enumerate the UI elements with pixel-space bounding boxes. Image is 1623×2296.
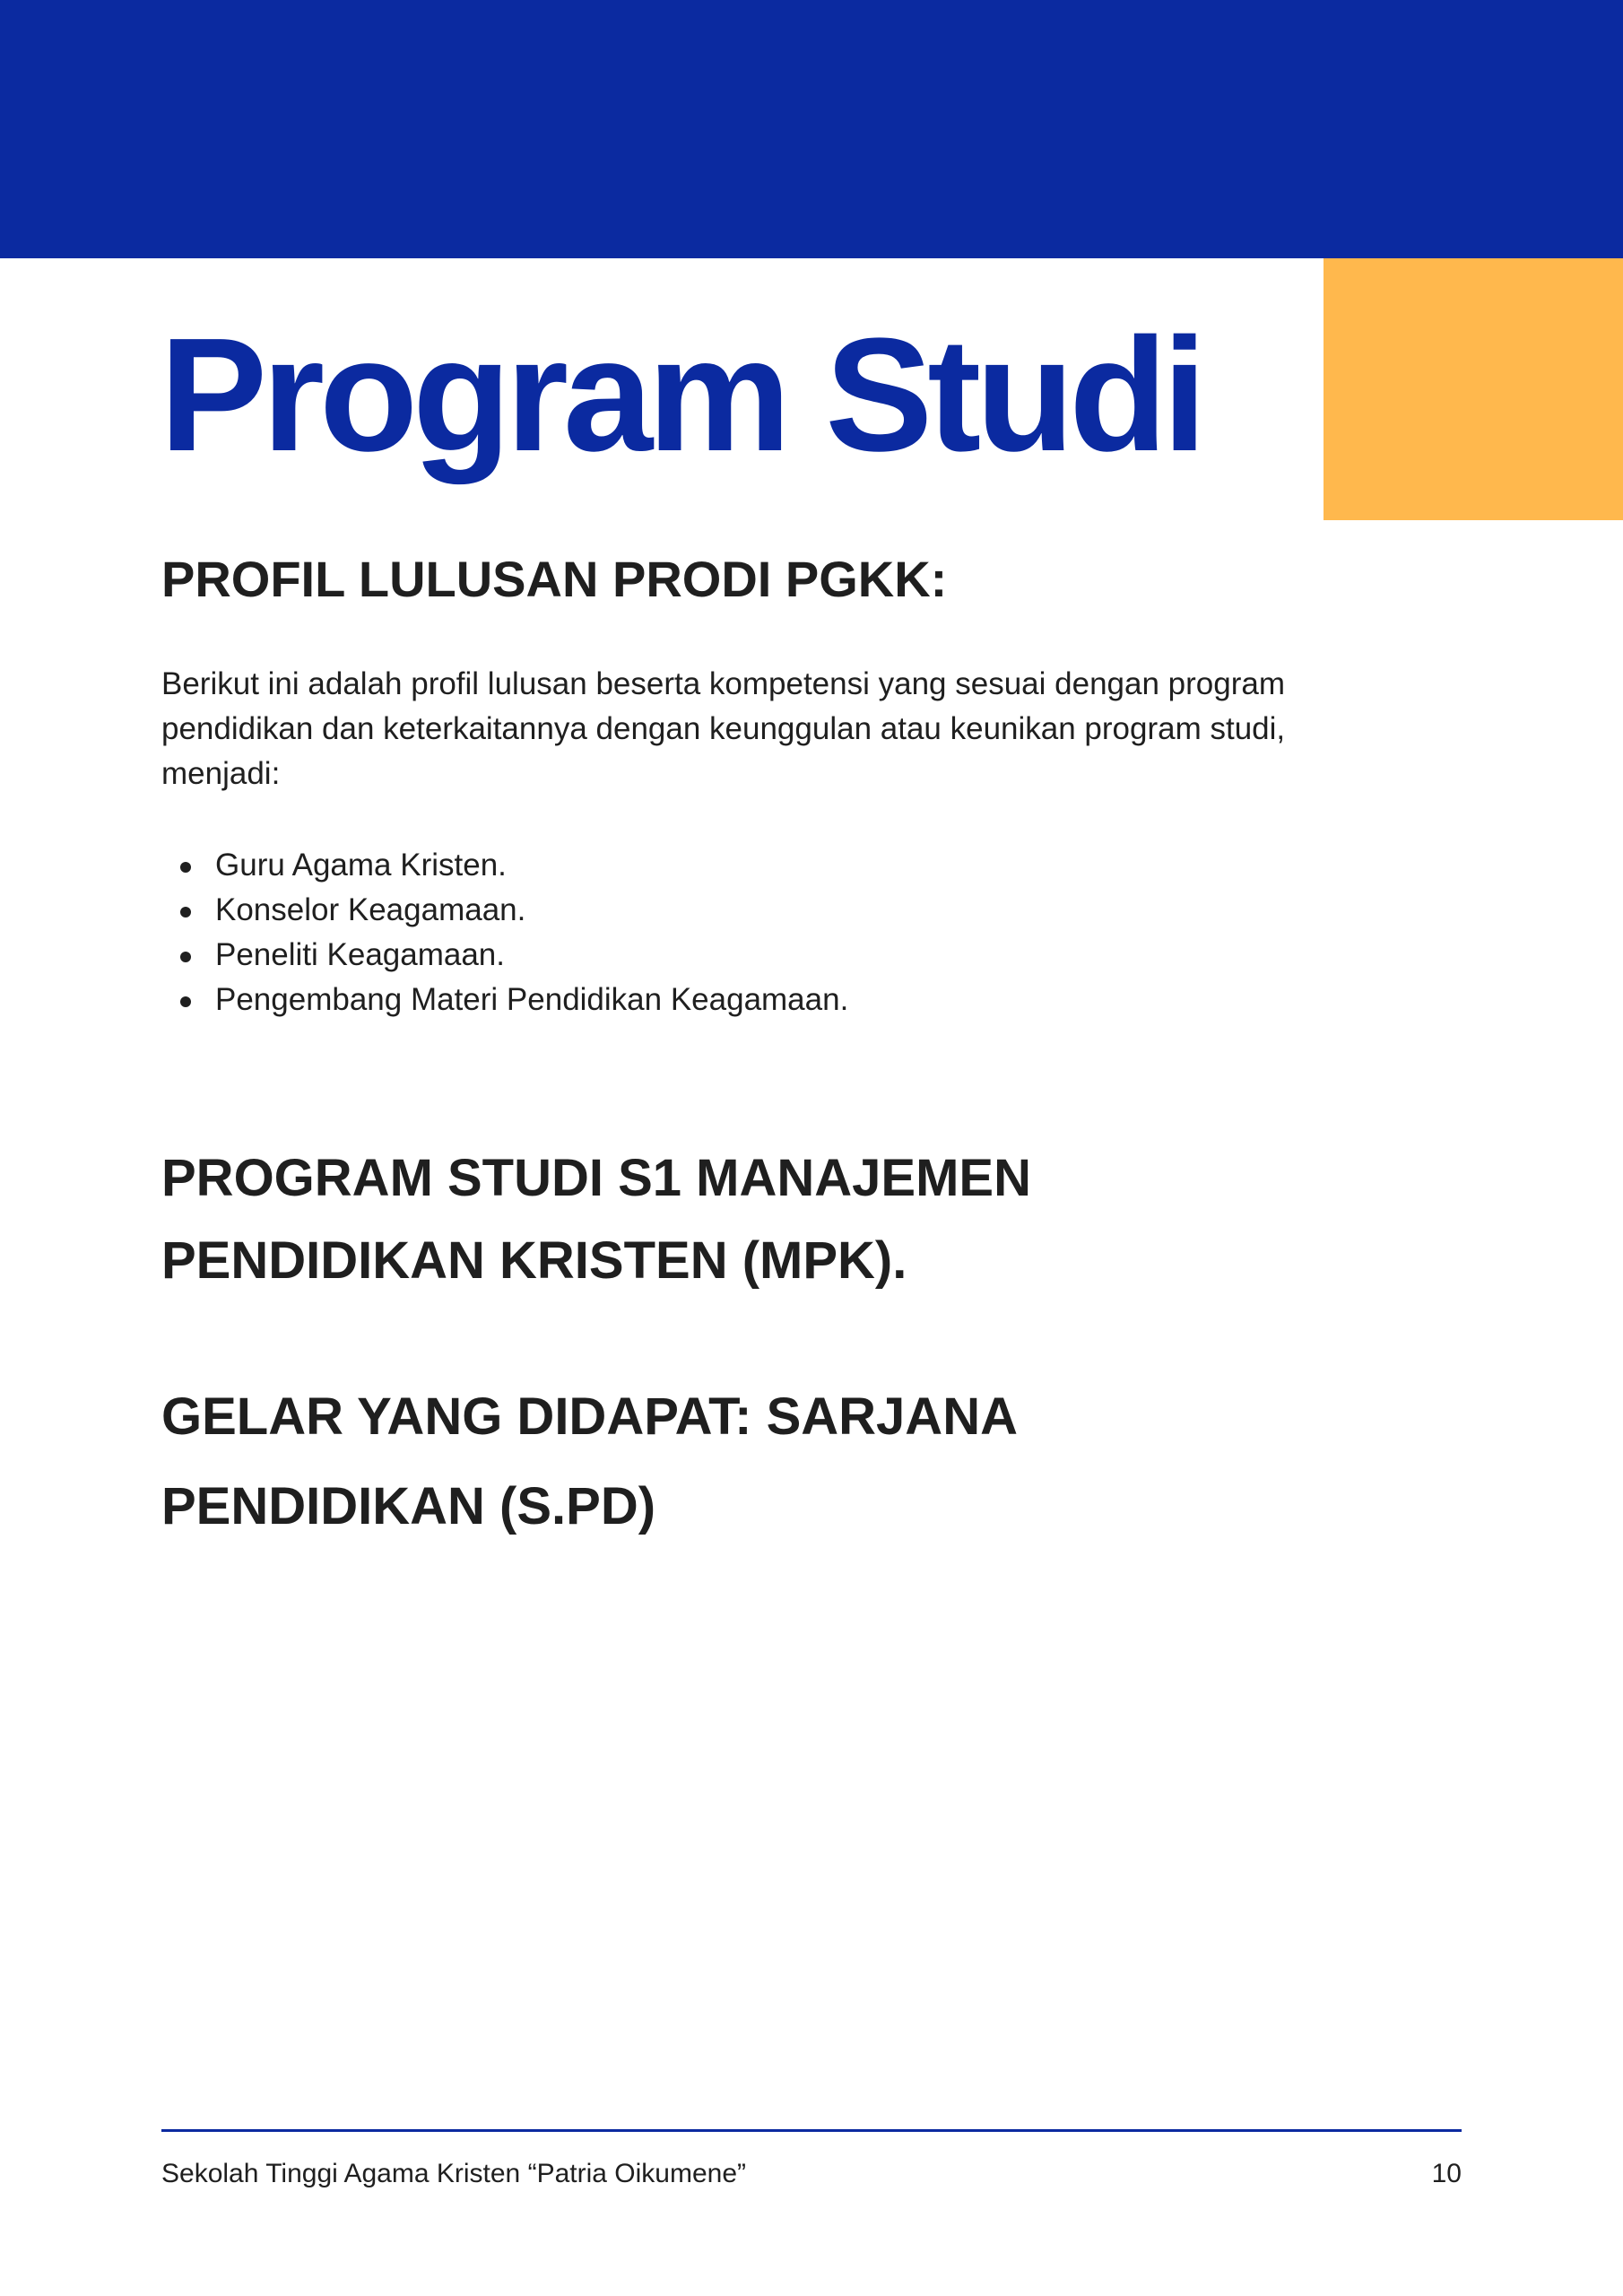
list-item: Guru Agama Kristen. (161, 843, 848, 888)
program-studi-mpk-heading: PROGRAM STUDI S1 MANAJEMEN PENDIDIKAN KRISTEN (MPK). (161, 1149, 1031, 1290)
footer-institution-name: Sekolah Tinggi Agama Kristen “Patria Oikumene” (161, 2159, 746, 2188)
page-title: Program Studi (160, 305, 1202, 485)
list-item: Konselor Keagamaan. (161, 888, 848, 933)
profil-intro-paragraph: Berikut ini adalah profil lulusan beserta kompetensi yang sesuai dengan program pendidikan dan keterkaitannya dengan keunggulan atau keunikan program studi, menjadi: (161, 666, 1286, 791)
footer-divider (161, 2129, 1462, 2132)
list-item: Peneliti Keagamaan. (161, 933, 848, 978)
profil-lulusan-list (161, 843, 848, 1022)
gelar-heading: GELAR YANG DIDAPAT: SARJANA PENDIDIKAN (S.PD) (161, 1387, 1016, 1535)
header-band (0, 0, 1623, 258)
accent-block (1324, 258, 1623, 520)
profil-lulusan-heading: PROFIL LULUSAN PRODI PGKK: (161, 551, 948, 607)
page-number: 10 (1431, 2159, 1462, 2188)
list-item: Pengembang Materi Pendidikan Keagamaan. (161, 978, 848, 1022)
